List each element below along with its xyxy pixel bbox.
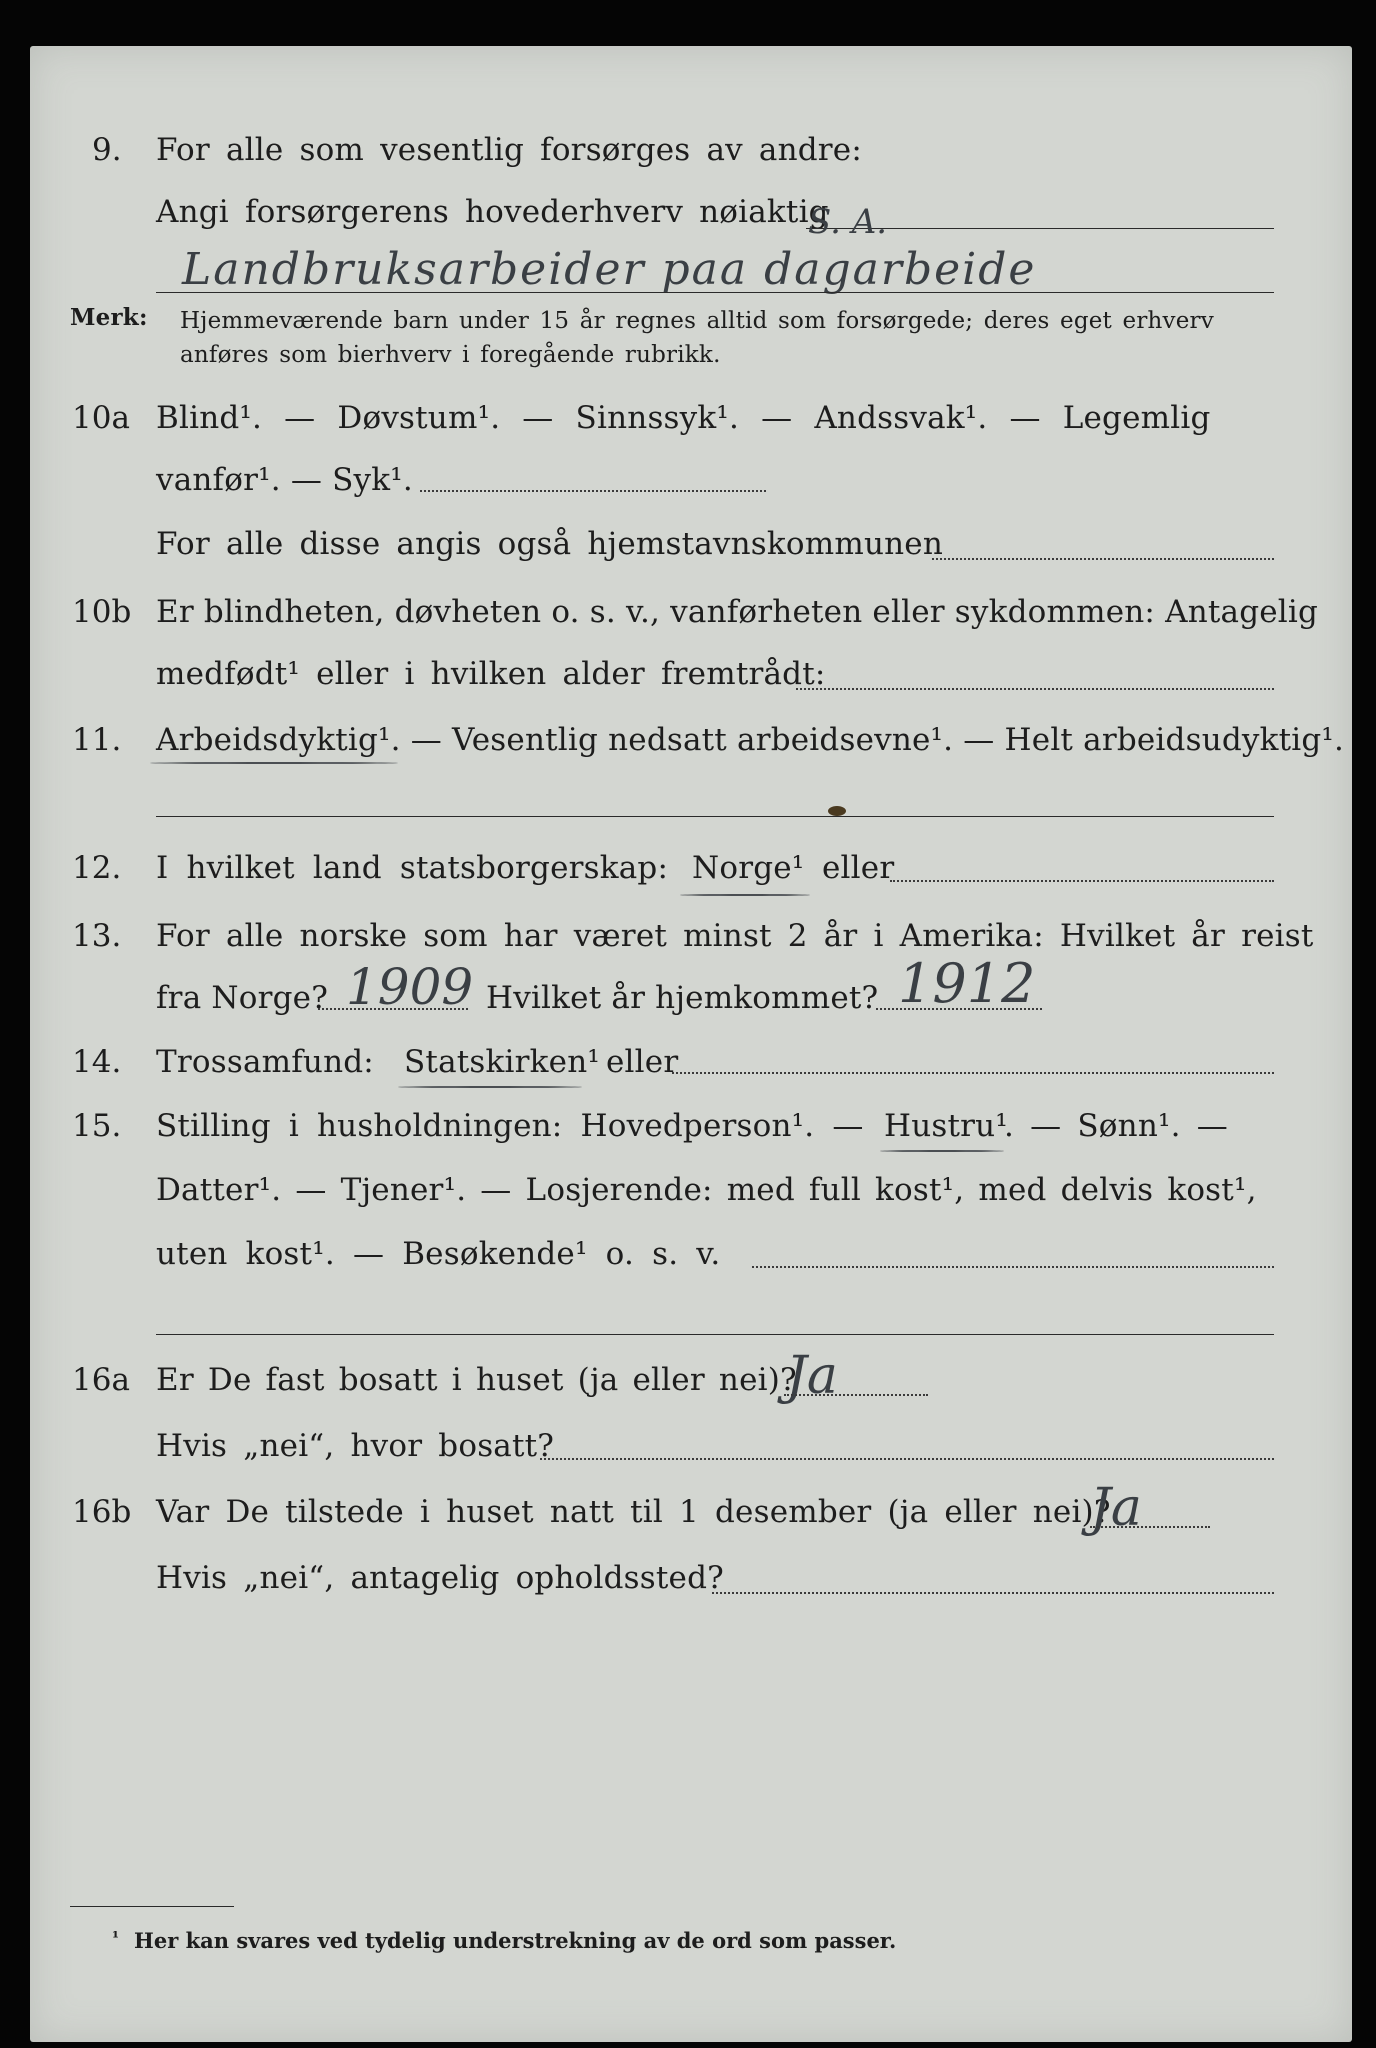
q16a-line1: Er De fast bosatt i huset (ja eller nei)?: [156, 1362, 797, 1398]
q12-choice: Norge¹: [692, 850, 805, 886]
q15-answer-rule: [156, 1334, 1274, 1335]
q10b-line2-rule: [796, 688, 1274, 690]
ink-blot: [828, 806, 846, 816]
q16a-handwritten-answer: Ja: [786, 1346, 838, 1406]
merk-line1: Hjemmeværende barn under 15 år regnes alltid som forsørgede; deres eget erhverv: [180, 308, 1214, 334]
q11-line1: Arbeidsdyktig¹. — Vesentlig nedsatt arbeidsevne¹. — Helt arbeidsudyktig¹.: [156, 722, 1345, 758]
q13-line2a: fra Norge?: [156, 980, 329, 1016]
q14-choice: Statskirken¹: [404, 1044, 600, 1080]
q13-line2b: Hvilket år hjemkommet?: [486, 980, 879, 1016]
q10a-line1: Blind¹. — Døvstum¹. — Sinnssyk¹. — Andssvak¹. — Legemlig: [156, 400, 1211, 436]
q11-number: 11.: [72, 722, 122, 758]
q16a-line2-rule: [540, 1458, 1274, 1460]
q14-prefix: Trossamfund:: [156, 1044, 374, 1080]
q10a-line2-rule: [420, 490, 766, 492]
q12-prefix: I hvilket land statsborgerskap:: [156, 850, 669, 886]
q9-line2: Angi forsørgerens hovederhverv nøiaktig: [156, 194, 829, 230]
q10a-line3-rule: [932, 558, 1274, 560]
q11-underline-mark: [150, 762, 398, 764]
q16b-line1: Var De tilstede i huset natt til 1 desember (ja eller nei)?: [156, 1494, 1111, 1530]
q9-line1: For alle som vesentlig forsørges av andre:: [156, 132, 862, 168]
q16a-number: 16a: [72, 1362, 130, 1398]
q10b-line1: Er blindheten, døvheten o. s. v., vanførheten eller sykdommen: Antagelig: [156, 594, 1319, 630]
q14-number: 14.: [72, 1044, 122, 1080]
q16b-line2-rule: [712, 1592, 1274, 1594]
q15-number: 15.: [72, 1108, 122, 1144]
q9-handwritten-abbr: S. A.: [808, 202, 888, 242]
q9-number: 9.: [92, 132, 122, 168]
footnote-mark: ¹: [112, 1928, 120, 1947]
q12-number: 12.: [72, 850, 122, 886]
q16b-number: 16b: [72, 1494, 132, 1530]
q16a-line2: Hvis „nei“, hvor bosatt?: [156, 1428, 555, 1464]
q16b-line2: Hvis „nei“, antagelig opholdssted?: [156, 1560, 724, 1596]
q15-line1a: Stilling i husholdningen: Hovedperson¹. —: [156, 1108, 864, 1144]
q10a-number: 10a: [72, 400, 130, 436]
q10a-line3: For alle disse angis også hjemstavnskommunen: [156, 526, 943, 562]
merk-label: Merk:: [70, 304, 148, 331]
q16b-handwritten-answer: Ja: [1090, 1478, 1142, 1538]
q13-number: 13.: [72, 918, 122, 954]
merk-line2: anføres som bierhverv i foregående rubrikk.: [180, 342, 721, 368]
q12-suffix: eller: [822, 850, 895, 886]
q15-line3-rule: [752, 1266, 1274, 1268]
q15-underline-mark: [880, 1150, 1004, 1152]
q13-handwritten-year1: 1909: [346, 958, 474, 1016]
footnote-text: Her kan svares ved tydelig understrekning av de ord som passer.: [134, 1928, 897, 1953]
q10b-number: 10b: [72, 594, 132, 630]
q15-line1c: . — Sønn¹. —: [1004, 1108, 1228, 1144]
q12-underline-mark: [680, 894, 810, 896]
q14-suffix: eller: [606, 1044, 679, 1080]
q12-rule: [890, 880, 1274, 882]
q15-line1b: Hustru¹: [884, 1108, 1008, 1144]
q16b-line1-rule: [1090, 1526, 1210, 1528]
q11-answer-rule: [156, 816, 1274, 817]
q15-line3: uten kost¹. — Besøkende¹ o. s. v.: [156, 1236, 721, 1272]
q9-answer-rule: [156, 292, 1274, 293]
q9-handwritten-answer: Landbruksarbeider paa dagarbeide: [182, 244, 1037, 295]
q14-underline-mark: [398, 1086, 582, 1088]
q10b-line2: medfødt¹ eller i hvilken alder fremtrådt:: [156, 656, 826, 692]
q14-rule: [672, 1072, 1274, 1074]
footnote-separator: [70, 1906, 234, 1907]
q15-line2: Datter¹. — Tjener¹. — Losjerende: med full kost¹, med delvis kost¹,: [156, 1172, 1257, 1208]
q13-handwritten-year2: 1912: [898, 952, 1036, 1015]
q16a-line1-rule: [784, 1394, 928, 1396]
q10a-line2: vanfør¹. — Syk¹.: [156, 462, 413, 498]
q13-line1: For alle norske som har været minst 2 år i Amerika: Hvilket år reist: [156, 918, 1314, 954]
